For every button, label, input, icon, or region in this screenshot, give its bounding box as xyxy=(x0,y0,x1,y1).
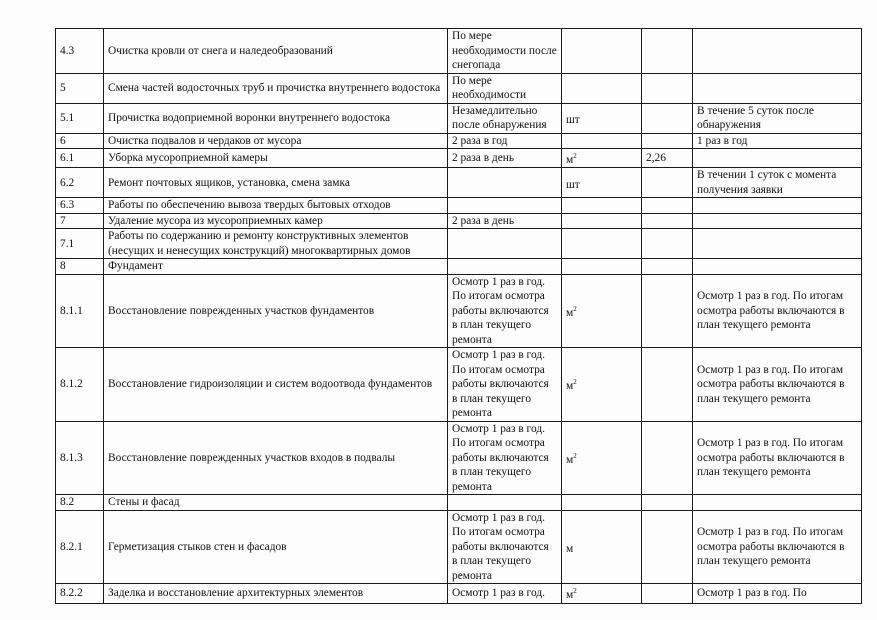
frequency-cell xyxy=(448,198,562,214)
work-description-cell xyxy=(104,348,448,422)
item-number-cell xyxy=(56,168,104,198)
item-number-cell xyxy=(56,510,104,584)
quantity-cell xyxy=(642,510,693,584)
work-description-cell-text: Очистка подвалов и чердаков от мусора xyxy=(108,134,302,147)
quantity-cell xyxy=(642,259,693,275)
unit-cell xyxy=(562,495,642,511)
frequency-cell xyxy=(448,168,562,198)
work-description-cell-text: Очистка кровли от снега и наледеобразований xyxy=(108,44,333,57)
unit-exponent: 2 xyxy=(573,304,577,313)
frequency-cell-text: 2 раза в год xyxy=(452,134,508,147)
deadline-note-cell xyxy=(693,149,862,168)
table-row xyxy=(56,103,862,133)
frequency-cell xyxy=(448,73,562,103)
quantity-cell xyxy=(642,274,693,348)
unit-cell xyxy=(562,149,642,168)
quantity-cell xyxy=(642,168,693,198)
item-number-cell-text: 4.3 xyxy=(60,44,75,57)
table-row xyxy=(56,348,862,422)
unit-cell-text: м xyxy=(566,589,574,602)
work-description-cell-text: Уборка мусороприемной камеры xyxy=(108,151,268,164)
unit-cell-text: м xyxy=(566,380,574,393)
quantity-cell xyxy=(642,584,693,603)
unit-cell-text: м xyxy=(566,153,574,166)
deadline-note-cell xyxy=(693,73,862,103)
deadline-note-cell xyxy=(693,421,862,495)
work-description-cell-text: Смена частей водосточных труб и прочистка внутреннего водостока xyxy=(108,81,441,94)
quantity-cell xyxy=(642,133,693,149)
item-number-cell-text: 6.1 xyxy=(60,151,75,164)
unit-cell xyxy=(562,103,642,133)
unit-cell xyxy=(562,198,642,214)
frequency-cell xyxy=(448,149,562,168)
item-number-cell-text: 5 xyxy=(60,81,66,94)
work-description-cell xyxy=(104,229,448,259)
table-row xyxy=(56,229,862,259)
item-number-cell-text: 8.1.3 xyxy=(60,451,83,464)
unit-exponent: 2 xyxy=(573,152,577,160)
work-description-cell xyxy=(104,495,448,511)
quantity-cell xyxy=(642,348,693,422)
deadline-note-cell-text: В течение 5 суток после обнаружения xyxy=(697,104,814,131)
table-row xyxy=(56,584,862,603)
unit-cell-text: м xyxy=(566,453,574,466)
unit-exponent: 2 xyxy=(573,378,577,387)
deadline-note-cell-text: Осмотр 1 раз в год. По итогам осмотра работы включаются в план текущего ремонта xyxy=(697,526,845,568)
unit-cell xyxy=(562,213,642,229)
deadline-note-cell xyxy=(693,103,862,133)
item-number-cell-text: 8 xyxy=(60,260,66,273)
quantity-cell-text: 2,26 xyxy=(646,151,666,164)
item-number-cell xyxy=(56,584,104,603)
item-number-cell xyxy=(56,421,104,495)
table-row xyxy=(56,259,862,275)
work-description-cell xyxy=(104,29,448,74)
deadline-note-cell xyxy=(693,133,862,149)
item-number-cell xyxy=(56,495,104,511)
item-number-cell-text: 6.3 xyxy=(60,199,75,212)
item-number-cell xyxy=(56,198,104,214)
frequency-cell xyxy=(448,229,562,259)
unit-exponent: 2 xyxy=(573,587,577,596)
item-number-cell-text: 8.2 xyxy=(60,496,75,509)
quantity-cell xyxy=(642,73,693,103)
deadline-note-cell xyxy=(693,259,862,275)
work-description-cell-text: Заделка и восстановление архитектурных элементов xyxy=(108,587,364,600)
deadline-note-cell xyxy=(693,29,862,74)
table-body xyxy=(56,29,862,604)
unit-cell xyxy=(562,168,642,198)
work-description-cell xyxy=(104,198,448,214)
deadline-note-cell xyxy=(693,229,862,259)
deadline-note-cell xyxy=(693,213,862,229)
work-description-cell-text: Работы по содержанию и ремонту конструктивных элементов (несущих и ненесущих конструкций) многоквартирных домов xyxy=(108,230,411,257)
deadline-note-cell-text: В течении 1 суток с момента получения заявки xyxy=(697,169,837,196)
frequency-cell xyxy=(448,259,562,275)
frequency-cell-text: Осмотр 1 раз в год. По итогам осмотра работы включаются в план текущего ремонта xyxy=(452,422,549,493)
item-number-cell xyxy=(56,274,104,348)
work-description-cell-text: Восстановление поврежденных участков фундаментов xyxy=(108,304,375,317)
quantity-cell xyxy=(642,421,693,495)
deadline-note-cell-text: Осмотр 1 раз в год. По xyxy=(697,587,807,600)
item-number-cell xyxy=(56,259,104,275)
work-description-cell-text: Удаление мусора из мусороприемных камер xyxy=(108,214,323,227)
deadline-note-cell-text: 1 раз в год xyxy=(697,134,748,147)
quantity-cell xyxy=(642,198,693,214)
table-row xyxy=(56,510,862,584)
unit-cell xyxy=(562,73,642,103)
deadline-note-cell xyxy=(693,510,862,584)
frequency-cell xyxy=(448,213,562,229)
table-row xyxy=(56,149,862,168)
deadline-note-cell xyxy=(693,274,862,348)
frequency-cell-text: 2 раза в день xyxy=(452,214,515,227)
work-description-cell xyxy=(104,259,448,275)
unit-cell xyxy=(562,584,642,603)
table-row xyxy=(56,133,862,149)
frequency-cell xyxy=(448,495,562,511)
frequency-cell-text: По мере необходимости xyxy=(452,74,527,101)
table-row xyxy=(56,274,862,348)
work-description-cell-text: Восстановление гидроизоляции и систем водоотвода фундаментов xyxy=(108,378,433,391)
unit-cell xyxy=(562,229,642,259)
deadline-note-cell-text: Осмотр 1 раз в год. По итогам осмотра работы включаются в план текущего ремонта xyxy=(697,290,845,332)
work-description-cell xyxy=(104,149,448,168)
frequency-cell xyxy=(448,103,562,133)
deadline-note-cell xyxy=(693,495,862,511)
table-row xyxy=(56,168,862,198)
frequency-cell xyxy=(448,29,562,74)
work-description-cell-text: Прочистка водоприемной воронки внутреннего водостока xyxy=(108,111,391,124)
unit-cell xyxy=(562,29,642,74)
table-row xyxy=(56,213,862,229)
work-description-cell-text: Работы по обеспечению вывоза твердых бытовых отходов xyxy=(108,199,391,212)
frequency-cell xyxy=(448,584,562,603)
frequency-cell-text: Осмотр 1 раз в год. По итогам осмотра работы включаются в план текущего ремонта xyxy=(452,275,549,346)
unit-cell xyxy=(562,348,642,422)
quantity-cell xyxy=(642,213,693,229)
deadline-note-cell xyxy=(693,348,862,422)
unit-cell-text: м xyxy=(566,306,574,319)
work-description-cell xyxy=(104,133,448,149)
unit-cell-text: шт xyxy=(566,113,580,126)
work-description-cell xyxy=(104,168,448,198)
unit-cell xyxy=(562,274,642,348)
work-description-cell-text: Стены и фасад xyxy=(108,496,180,509)
item-number-cell xyxy=(56,73,104,103)
item-number-cell xyxy=(56,133,104,149)
deadline-note-cell xyxy=(693,168,862,198)
item-number-cell-text: 8.2.1 xyxy=(60,540,83,553)
frequency-cell-text: По мере необходимости после снегопада xyxy=(452,30,557,71)
frequency-cell-text: Незамедлительно после обнаружения xyxy=(452,104,547,131)
item-number-cell xyxy=(56,29,104,74)
item-number-cell-text: 8.2.2 xyxy=(60,587,83,600)
table-row xyxy=(56,421,862,495)
table-row xyxy=(56,495,862,511)
unit-cell xyxy=(562,259,642,275)
work-description-cell-text: Фундамент xyxy=(108,260,163,273)
item-number-cell-text: 7 xyxy=(60,214,66,227)
frequency-cell-text: Осмотр 1 раз в год. По итогам осмотра работы включаются в план текущего ремонта xyxy=(452,511,549,582)
unit-exponent: 2 xyxy=(573,451,577,460)
frequency-cell-text: Осмотр 1 раз в год. xyxy=(452,587,545,600)
frequency-cell xyxy=(448,274,562,348)
quantity-cell xyxy=(642,149,693,168)
quantity-cell xyxy=(642,29,693,74)
item-number-cell xyxy=(56,149,104,168)
work-description-cell-text: Герметизация стыков стен и фасадов xyxy=(108,540,287,553)
unit-cell xyxy=(562,133,642,149)
item-number-cell-text: 7.1 xyxy=(60,237,75,250)
table-row xyxy=(56,198,862,214)
frequency-cell xyxy=(448,421,562,495)
work-description-cell xyxy=(104,584,448,603)
deadline-note-cell-text: Осмотр 1 раз в год. По итогам осмотра работы включаются в план текущего ремонта xyxy=(697,437,845,479)
work-description-cell-text: Восстановление поврежденных участков входов в подвалы xyxy=(108,451,396,464)
item-number-cell xyxy=(56,229,104,259)
item-number-cell-text: 6.2 xyxy=(60,176,75,189)
work-description-cell xyxy=(104,421,448,495)
item-number-cell xyxy=(56,348,104,422)
frequency-cell xyxy=(448,348,562,422)
quantity-cell xyxy=(642,229,693,259)
deadline-note-cell-text: Осмотр 1 раз в год. По итогам осмотра работы включаются в план текущего ремонта xyxy=(697,363,845,405)
unit-cell-text: м xyxy=(566,542,574,555)
work-description-cell xyxy=(104,510,448,584)
table-row xyxy=(56,29,862,74)
item-number-cell xyxy=(56,213,104,229)
quantity-cell xyxy=(642,495,693,511)
frequency-cell-text: Осмотр 1 раз в год. По итогам осмотра работы включаются в план текущего ремонта xyxy=(452,349,549,420)
item-number-cell-text: 8.1.2 xyxy=(60,378,83,391)
item-number-cell-text: 6 xyxy=(60,134,66,147)
work-description-cell xyxy=(104,274,448,348)
work-description-cell-text: Ремонт почтовых ящиков, установка, смена замка xyxy=(108,176,350,189)
work-description-cell xyxy=(104,213,448,229)
table-row xyxy=(56,73,862,103)
item-number-cell-text: 8.1.1 xyxy=(60,304,83,317)
unit-cell xyxy=(562,510,642,584)
frequency-cell xyxy=(448,133,562,149)
item-number-cell xyxy=(56,103,104,133)
deadline-note-cell xyxy=(693,584,862,603)
deadline-note-cell xyxy=(693,198,862,214)
maintenance-schedule-table xyxy=(55,28,862,604)
frequency-cell-text: 2 раза в день xyxy=(452,151,515,164)
quantity-cell xyxy=(642,103,693,133)
unit-cell xyxy=(562,421,642,495)
work-description-cell xyxy=(104,73,448,103)
work-description-cell xyxy=(104,103,448,133)
item-number-cell-text: 5.1 xyxy=(60,111,75,124)
frequency-cell xyxy=(448,510,562,584)
unit-cell-text: шт xyxy=(566,178,580,191)
